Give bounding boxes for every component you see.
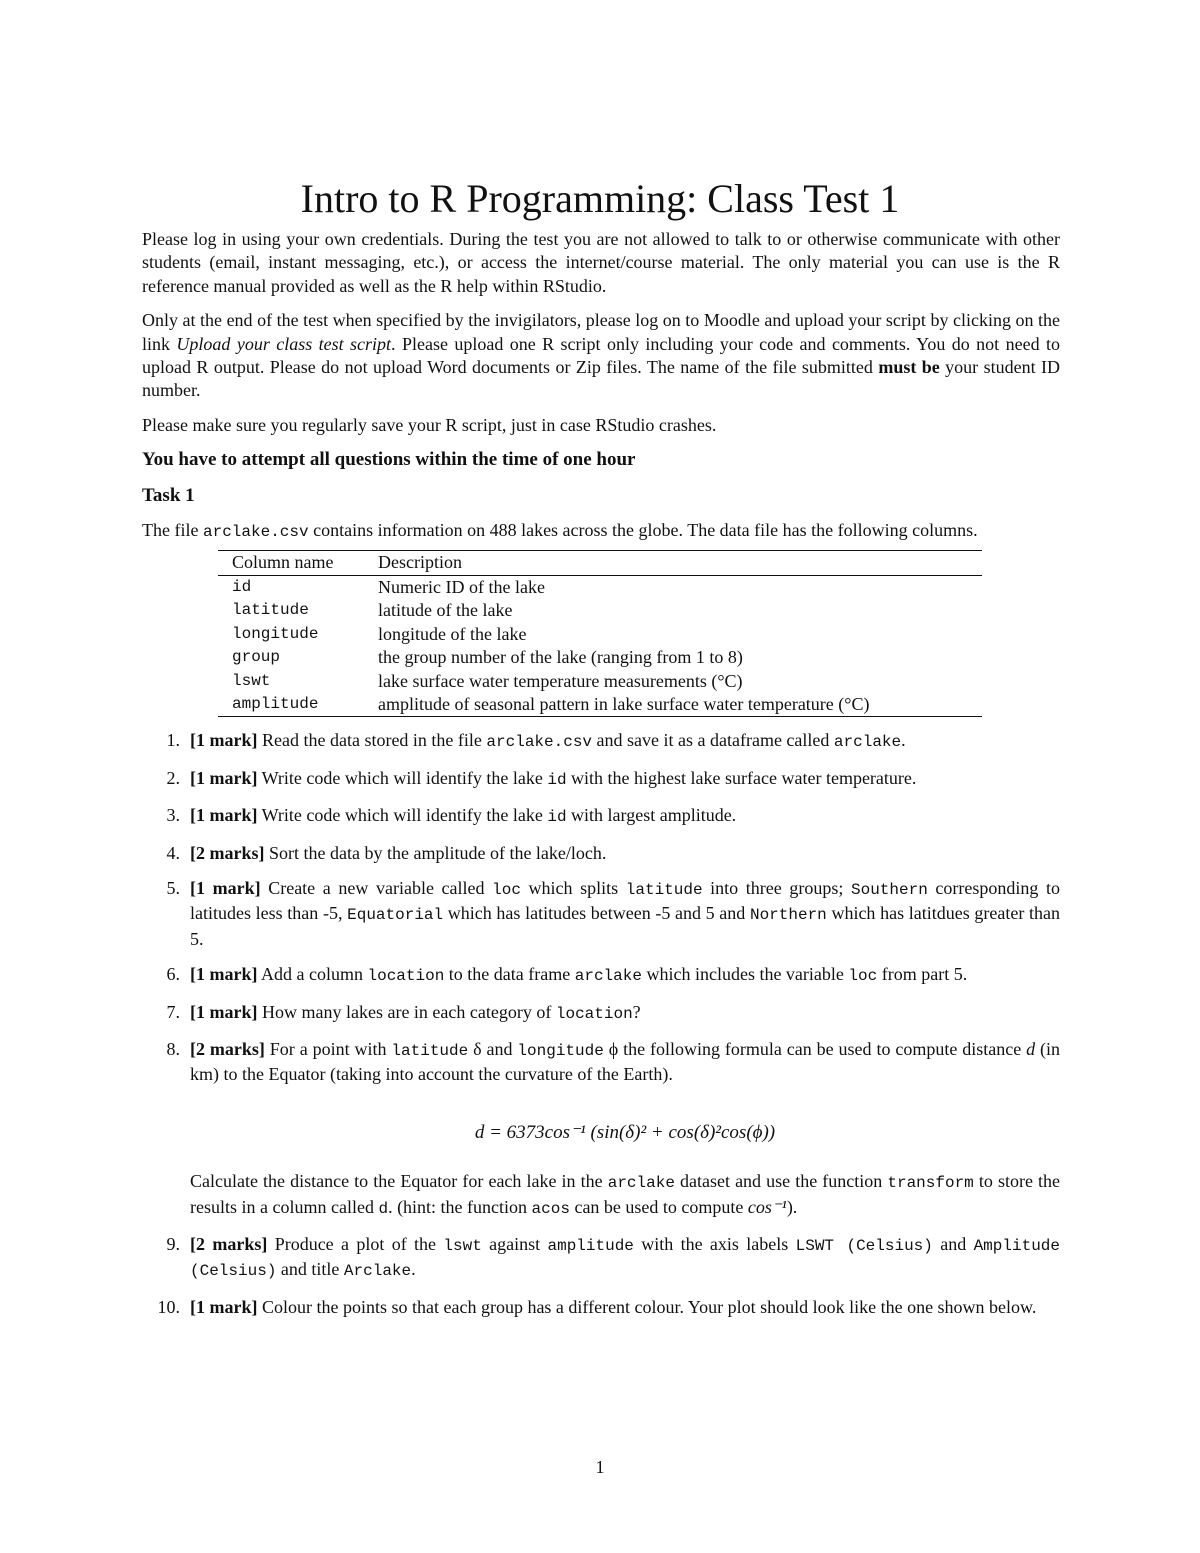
table-row [218, 599, 982, 622]
question-10 [142, 1296, 1060, 1319]
text: to store the results in a column called [190, 1171, 1061, 1217]
column-description: lake surface water temperature measurements (°C) [378, 670, 743, 691]
question-number: 8. [166, 1038, 180, 1059]
text: Colour the points so that each group has a different colour. Your plot should look like the one shown below. [257, 1296, 1037, 1317]
task-heading: Task 1 [142, 484, 195, 506]
intro-paragraph-2 [142, 309, 1060, 403]
question-8-followup [190, 1170, 1060, 1221]
text: which has latitdues greater than 5. [190, 903, 1060, 949]
table-row [218, 623, 982, 646]
code: arclake [833, 733, 902, 752]
column-name: longitude [232, 624, 319, 643]
question-number: 4. [166, 842, 180, 863]
text: and title [276, 1259, 344, 1280]
column-name: id [232, 577, 252, 596]
question-number: 9. [166, 1234, 180, 1254]
mark-label: [1 mark] [190, 805, 258, 826]
question-4 [142, 842, 1060, 865]
column-description: longitude of the lake [378, 623, 527, 644]
filename: arclake.csv [202, 523, 309, 542]
text: into three groups; [702, 877, 851, 898]
text: . [901, 730, 906, 751]
text: which splits [520, 877, 626, 898]
text: your student ID number. [142, 357, 1061, 401]
code: Arclake [343, 1262, 412, 1281]
text: Produce a plot of the [267, 1234, 444, 1254]
table-row [218, 693, 982, 717]
code: id [547, 808, 567, 827]
code: lswt [443, 1237, 482, 1255]
column-description: the group number of the lake (ranging from 1 to 8) [378, 647, 743, 668]
column-description: amplitude of seasonal pattern in lake surface water temperature (°C) [378, 693, 870, 714]
distance-formula: d = 6373cos⁻¹ (sin(δ)² + cos(δ)²cos(ϕ)) [474, 1121, 776, 1143]
table-row [218, 646, 982, 669]
text: corresponding to latitudes less than -5, [190, 877, 1060, 924]
text: which has latitudes between -5 and 5 and [443, 903, 750, 924]
code: latitude [625, 880, 703, 899]
text: from part 5. [877, 964, 968, 985]
code: loc [492, 880, 521, 899]
text: dataset and use the function [674, 1171, 888, 1192]
text: contains information on 488 lakes across the globe. The data file has the following columns. [308, 520, 978, 541]
code: Northern [749, 906, 827, 925]
math-variable: d [1026, 1038, 1036, 1059]
time-notice: You have to attempt all questions within the time of one hour [142, 449, 636, 471]
code: Equatorial [347, 906, 444, 925]
text: with the highest lake surface water temperature. [566, 767, 917, 788]
code: LSWT (Celsius) [795, 1237, 933, 1255]
question-2 [142, 767, 1060, 792]
text: . Please upload one R script only including your code and comments. You do not need to upload R output. Please do not upload Word documents or Zip files. The name of the file submitted [142, 333, 1060, 378]
code: d [378, 1199, 389, 1218]
code: latitude [391, 1041, 469, 1060]
text: with largest amplitude. [566, 805, 737, 826]
text: Write code which will identify the lake [257, 805, 548, 826]
text: Add a column [257, 964, 368, 985]
mark-label: [2 marks] [190, 1038, 265, 1059]
text: can be used to compute [569, 1196, 748, 1217]
mark-label: [2 marks] [190, 842, 265, 863]
text: to the data frame [444, 964, 575, 985]
text: Only at the end of the test when specified by the invigilators, please log on to Moodle and upload your script by clicking on the link [142, 310, 1060, 354]
text: which includes the variable [641, 964, 849, 985]
column-name: latitude [232, 601, 309, 620]
column-description: Numeric ID of the lake [378, 576, 545, 597]
code: arclake [607, 1174, 675, 1193]
text: Sort the data by the amplitude of the lake/loch. [264, 842, 607, 863]
table-row [218, 575, 982, 599]
document-body [142, 228, 1060, 1331]
table-header: Description [378, 552, 462, 573]
text: ? [632, 1001, 641, 1022]
page-title: Intro to R Programming: Class Test 1 [300, 175, 900, 221]
question-number: 10. [157, 1296, 180, 1317]
question-5 [142, 877, 1060, 951]
text: Create a new variable called [260, 877, 493, 898]
code: loc [848, 967, 878, 986]
text: (in km) to the Equator (taking into account the curvature of the Earth). [190, 1038, 1061, 1085]
column-name: group [232, 648, 281, 667]
text: ϕ the following formula can be used to compute distance [603, 1038, 1027, 1059]
question-number: 3. [166, 805, 180, 826]
text: . [411, 1259, 416, 1280]
question-number: 7. [166, 1001, 180, 1022]
task-description [142, 519, 1060, 544]
question-list [142, 729, 1060, 1319]
text: Read the data stored in the file [257, 730, 487, 751]
text: ). [786, 1196, 798, 1217]
code: location [367, 967, 445, 986]
mark-label: [2 marks] [190, 1234, 268, 1254]
code: arclake.csv [486, 733, 593, 752]
question-7 [142, 1001, 1060, 1026]
upload-link-text: Upload your class test script [176, 333, 392, 354]
code: id [547, 770, 567, 789]
code: location [555, 1004, 633, 1023]
table-header-row [218, 551, 982, 575]
text: For a point with [264, 1038, 392, 1059]
math-expression: cos⁻¹ [747, 1196, 787, 1217]
mark-label: [1 mark] [190, 767, 258, 788]
question-number: 2. [166, 767, 180, 788]
text: How many lakes are in each category of [257, 1001, 556, 1022]
text: δ and [468, 1038, 518, 1059]
code: longitude [517, 1041, 604, 1060]
page-number: 1 [595, 1457, 605, 1477]
text: against [481, 1234, 548, 1254]
question-8 [142, 1038, 1060, 1221]
intro-paragraph-1: Please log in using your own credentials. During the test you are not allowed to talk to or otherwise communicate with other students (email, instant messaging, etc.), or access the internet/course material. The only material you can use is the R reference manual provided as well as the R help within RStudio. [142, 229, 1060, 296]
columns-table [218, 550, 982, 717]
mark-label: [1 mark] [190, 877, 261, 898]
text: . (hint: the function [388, 1196, 532, 1217]
question-3 [142, 804, 1060, 829]
column-name: amplitude [232, 694, 319, 713]
code: arclake [574, 967, 642, 986]
code: Amplitude (Celsius) [190, 1237, 1060, 1281]
column-description: latitude of the lake [378, 600, 513, 621]
text: The file [142, 520, 203, 541]
code: acos [531, 1199, 570, 1218]
column-name: lswt [232, 671, 271, 690]
text: Write code which will identify the lake [257, 767, 548, 788]
intro-paragraph-3: Please make sure you regularly save your R script, just in case RStudio crashes. [142, 414, 717, 435]
question-number: 5. [166, 877, 180, 898]
question-1 [142, 729, 1060, 754]
text: with the axis labels [633, 1234, 796, 1254]
question-6 [142, 963, 1060, 988]
code: amplitude [547, 1237, 634, 1255]
text: and [932, 1234, 974, 1254]
table-row [218, 670, 982, 693]
table-header: Column name [232, 552, 334, 573]
text: and save it as a dataframe called [592, 730, 834, 751]
mark-label: [1 mark] [190, 1001, 258, 1022]
text: Calculate the distance to the Equator for each lake in the [190, 1171, 608, 1192]
question-number: 6. [166, 964, 180, 985]
code: transform [887, 1174, 974, 1193]
question-number: 1. [166, 730, 180, 751]
emphasis: must be [878, 357, 940, 378]
mark-label: [1 mark] [190, 730, 258, 751]
code: Southern [850, 880, 928, 899]
question-9 [142, 1233, 1060, 1284]
mark-label: [1 mark] [190, 1296, 258, 1317]
mark-label: [1 mark] [190, 964, 258, 985]
